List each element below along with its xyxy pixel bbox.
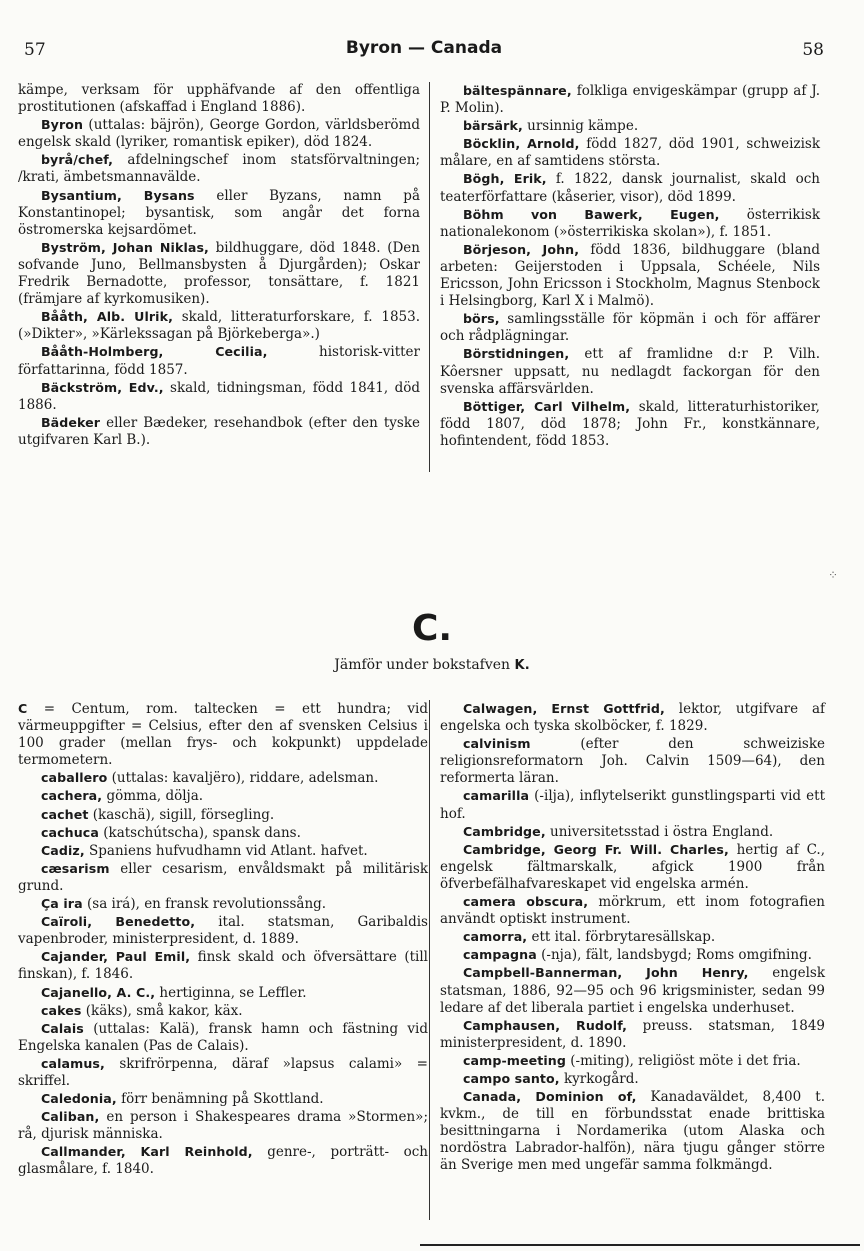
- entry-headword: Böhm von Bawerk, Eugen,: [462, 206, 720, 222]
- entry-headword: camorra,: [462, 929, 528, 945]
- entry-headword: Byron: [40, 117, 84, 133]
- dictionary-entry: [440, 1088, 825, 1174]
- entry-headword: Bäckström, Edv.,: [40, 379, 164, 395]
- dictionary-entry: [440, 170, 820, 205]
- entry-headword: Cajanello, A. C.,: [40, 984, 156, 1000]
- column-bottom-right: [440, 700, 825, 1175]
- entry-text: samlingsställe för köpmän i och för affärer och rådplägningar.: [440, 311, 820, 345]
- dictionary-entry: [18, 116, 420, 151]
- entry-text: lektor, utgifvare af engelska och tyska skolböcker, f. 1829.: [440, 701, 825, 735]
- dictionary-entry: [18, 414, 420, 449]
- page-header: [24, 36, 824, 66]
- dictionary-entry: [18, 824, 428, 842]
- dictionary-entry: [440, 117, 820, 135]
- entry-text: Spaniens hufvudhamn vid Atlant. hafvet.: [84, 842, 368, 859]
- entry-headword: Cambridge,: [462, 823, 546, 839]
- entry-text: finsk skald och öfversättare (till finskan), f. 1846.: [18, 949, 428, 983]
- dictionary-entry: [440, 928, 825, 946]
- entry-text: ital. statsman, Garibaldis vapenbroder, ministerpresident, d. 1889.: [18, 914, 428, 948]
- entry-headword: bältespännare,: [462, 83, 572, 98]
- entry-text: folkliga envigeskämpar (grupp af J. P. Molin).: [440, 83, 820, 117]
- section-note-text: Jämför under bokstafven: [334, 657, 511, 673]
- entry-headword: Cadiz,: [40, 842, 85, 858]
- entry-headword: cakes: [40, 1002, 82, 1018]
- entry-text: (käks), små kakor, käx.: [81, 1002, 243, 1019]
- entry-text: (uttalas: Kalä), fransk hamn och fästning vid Engelska kanalen (Pas de Calais).: [18, 1020, 428, 1054]
- dictionary-entry: [18, 842, 428, 860]
- entry-text: ursinnig kämpe.: [522, 118, 639, 135]
- entry-headword: Camphausen, Rudolf,: [462, 1017, 627, 1033]
- entry-text: (-miting), religiöst möte i det fria.: [566, 1052, 801, 1069]
- entry-headword: Calais: [40, 1020, 84, 1036]
- dictionary-entry: [440, 1017, 825, 1052]
- entry-text: f. 1822, dansk journalist, skald och teaterförfattare (kåserier, visor), död 1899.: [440, 171, 820, 205]
- entry-headword: Börstidningen,: [462, 346, 570, 362]
- entry-headword: caballero: [40, 770, 108, 786]
- dictionary-entry: [18, 769, 428, 787]
- entry-headword: Callmander, Karl Reinhold,: [40, 1144, 253, 1160]
- running-title: Byron — Canada: [345, 38, 503, 58]
- entry-headword: Calwagen, Ernst Gottfrid,: [462, 701, 665, 716]
- section-letter: C.: [411, 608, 453, 649]
- dictionary-entry: [440, 310, 820, 345]
- entry-text: hertiginna, se Leffler.: [155, 984, 307, 1001]
- print-speck: ⁘: [828, 568, 839, 582]
- entry-headword: Campbell-Bannerman, John Henry,: [462, 965, 749, 981]
- entry-headword: börs,: [462, 311, 500, 327]
- entry-text: Kanadaväldet, 8,400 t. kvkm., de till en förbundsstat enade brittiska besittningarna i Nordamerika (utom Alaska och nordöstra Labrador-halfön), nära tjugu gånger större än Sverige men med ungefär samma folkmängd.: [440, 1089, 825, 1174]
- column-top-right: [440, 82, 820, 450]
- entry-headword: Ça ira: [40, 896, 83, 912]
- dictionary-entry: [440, 398, 820, 450]
- dictionary-entry: [440, 841, 825, 893]
- dictionary-entry: [18, 187, 420, 239]
- entry-text: (katschútscha), spansk dans.: [98, 824, 301, 841]
- entry-text: (efter den schweiziske religionsreformatorn Joh. Calvin 1509—64), den reformerta läran.: [440, 736, 825, 787]
- dictionary-entry: [440, 964, 825, 1016]
- dictionary-entry: [18, 1143, 428, 1178]
- column-bottom-left: [18, 700, 428, 1179]
- dictionary-entry: [440, 135, 820, 170]
- dictionary-entry: [440, 241, 820, 310]
- dictionary-entry: [18, 913, 428, 948]
- dictionary-entry: [18, 1108, 428, 1143]
- entry-headword: Bögh, Erik,: [462, 171, 547, 187]
- entry-text: afdelningschef inom statsförvaltningen; /krati, ämbetsmannavälde.: [18, 152, 420, 186]
- dictionary-entry: [440, 1070, 825, 1088]
- dictionary-entry: [440, 787, 825, 822]
- entry-text: historisk-vitter författarinna, född 1857.: [18, 344, 420, 378]
- entry-text: bildhuggare, död 1848. (Den sofvande Juno, Bellmansbysten å Djurgården); Oskar Fredrik Bernadotte, professor, tonsättare, f. 1821 (främjare af kyrkomusiken).: [18, 239, 420, 308]
- dictionary-entry: [18, 1020, 428, 1055]
- dictionary-entry: [440, 206, 820, 241]
- entry-headword: bärsärk,: [462, 118, 523, 134]
- dictionary-entry: [18, 895, 428, 913]
- entry-headword: calvinism: [462, 736, 531, 752]
- entry-headword: Bädeker: [40, 414, 101, 430]
- dictionary-entry: [18, 343, 420, 378]
- dictionary-entry: [18, 308, 420, 343]
- entry-text: preuss. statsman, 1849 ministerpresident, d. 1890.: [440, 1017, 825, 1051]
- entry-headword: Caliban,: [40, 1109, 100, 1125]
- dictionary-entry: [18, 379, 420, 414]
- column-divider-bottom: [429, 700, 430, 1220]
- entry-headword: Bysantium, Bysans: [40, 187, 195, 203]
- dictionary-entry: [18, 948, 428, 983]
- dictionary-entry: [440, 823, 825, 841]
- entry-text: universitetsstad i östra England.: [545, 823, 774, 840]
- dictionary-entry: [18, 984, 428, 1002]
- entry-headword: cachera,: [40, 788, 103, 804]
- entry-text: (-ilja), inflytelserikt gunstlingsparti vid ett hof.: [440, 788, 825, 822]
- dictionary-entry: [18, 151, 420, 186]
- entry-headword: cæsarism: [40, 860, 110, 876]
- dictionary-entry: [440, 700, 825, 735]
- entry-headword: camera obscura,: [462, 894, 589, 910]
- entry-headword: Bååth, Alb. Ulrik,: [40, 309, 173, 325]
- entry-text: kämpe, verksam för upphäfvande af den offentliga prostitutionen (afskaffad i England 1886).: [18, 82, 420, 116]
- section-note: [0, 657, 864, 673]
- entry-text: skrifrörpenna, däraf »lapsus calami» = skriffel.: [18, 1055, 428, 1089]
- entry-text: ett ital. förbrytaresällskap.: [527, 929, 716, 946]
- entry-text: = Centum, rom. taltecken = ett hundra; vid värmeuppgifter = Celsius, efter den af svensken Celsius i 100 grader (mellan frys- och kokpunkt) uppdelade termometern.: [18, 701, 428, 769]
- entry-headword: Böcklin, Arnold,: [462, 136, 580, 152]
- dictionary-entry: [18, 787, 428, 805]
- entry-text: österrikisk nationalekonom (»österrikiska skolan»), f. 1851.: [440, 206, 821, 240]
- dictionary-entry: [18, 1090, 428, 1108]
- entry-text: ett af framlidne d:r P. Vilh. Kôersner uppsatt, nu nedlagdt fackorgan för den svenska affärsvärlden.: [440, 346, 820, 397]
- entry-headword: Caïroli, Benedetto,: [40, 914, 196, 930]
- entry-text: eller Byzans, namn på Konstantinopel; bysantisk, som angår det forna östromerska kejsardömet.: [18, 187, 420, 238]
- entry-headword: Bååth-Holmberg, Cecilia,: [40, 344, 268, 360]
- dictionary-entry: [18, 82, 420, 116]
- dictionary-entry: [440, 82, 820, 117]
- entry-headword: Canada, Dominion of,: [462, 1089, 637, 1105]
- entry-headword: Byström, Johan Niklas,: [40, 239, 209, 255]
- dictionary-entry: [440, 946, 825, 964]
- entry-headword: cachuca: [40, 824, 99, 840]
- entry-headword: Cambridge, Georg Fr. Will. Charles,: [462, 841, 729, 857]
- dictionary-entry: [18, 806, 428, 824]
- left-page-number: 57: [24, 40, 46, 60]
- entry-headword: C: [18, 701, 28, 716]
- entry-text: (uttalas: bäjrön), George Gordon, världsberömd engelsk skald (lyriker, romantisk epiker), död 1824.: [18, 117, 420, 151]
- entry-text: mörkrum, ett inom fotografien användt optiskt instrument.: [440, 894, 826, 928]
- entry-headword: camarilla: [462, 788, 530, 804]
- entry-headword: Cajander, Paul Emil,: [40, 949, 191, 965]
- entry-headword: byrå/chef,: [40, 152, 114, 168]
- entry-text: (-nja), fält, landsbygd; Roms omgifning.: [536, 947, 812, 964]
- column-divider-top: [429, 82, 430, 472]
- bottom-rule: [420, 1244, 860, 1246]
- dictionary-entry: [18, 700, 428, 769]
- entry-text: gömma, dölja.: [102, 788, 204, 805]
- dictionary-entry: [18, 1055, 428, 1090]
- section-note-headword: K.: [514, 658, 530, 673]
- entry-text: skald, tidningsman, född 1841, död 1886.: [18, 379, 420, 413]
- entry-text: skald, litteraturforskare, f. 1853. (»Dikter», »Kärlekssagan på Björkeberga».): [18, 309, 421, 343]
- dictionary-entry: [440, 1052, 825, 1070]
- entry-headword: Börjeson, John,: [462, 241, 580, 257]
- dictionary-entry: [440, 893, 825, 928]
- entry-headword: Caledonia,: [40, 1091, 117, 1107]
- entry-headword: camp-meeting: [462, 1052, 566, 1068]
- entry-headword: cachet: [40, 806, 89, 822]
- entry-text: eller cesarism, envåldsmakt på militärisk grund.: [18, 860, 428, 894]
- right-page-number: 58: [802, 40, 824, 60]
- entry-text: (uttalas: kavaljëro), riddare, adelsman.: [107, 770, 379, 787]
- dictionary-entry: [18, 239, 420, 308]
- entry-text: (sa irá), en fransk revolutionssång.: [82, 896, 327, 913]
- entry-text: född 1836, bildhuggare (bland arbeten: Geijerstoden i Uppsala, Schéele, Nils Ericsson, John Ericsson i Stockholm, Magnus Stenbock i Helsingborg, Karl X i Malmö).: [440, 241, 820, 310]
- entry-text: engelsk statsman, 1886, 92—95 och 96 krigsminister, sedan 99 ledare af det liberala partiet i engelska underhuset.: [440, 965, 825, 1016]
- entry-headword: campagna: [462, 947, 537, 963]
- entry-text: (kaschä), sigill, försegling.: [88, 806, 275, 823]
- entry-text: genre-, porträtt- och glasmålare, f. 1840.: [18, 1144, 428, 1178]
- entry-headword: Böttiger, Carl Vilhelm,: [462, 398, 631, 414]
- dictionary-entry: [18, 860, 428, 895]
- entry-headword: calamus,: [40, 1055, 105, 1071]
- entry-headword: campo santo,: [462, 1070, 560, 1086]
- entry-text: skald, litteraturhistoriker, född 1807, död 1878; John Fr., konstkännare, hofintendent, född 1853.: [440, 398, 820, 449]
- entry-text: hertig af C., engelsk fältmarskalk, afgick 1900 från öfverbefälhafvareskapet vid engelska armén.: [440, 841, 825, 892]
- entry-text: eller Bædeker, resehandbok (efter den tyske utgifvaren Karl B.).: [18, 414, 420, 448]
- entry-text: en person i Shakespeares drama »Stormen»; rå, djurisk människa.: [18, 1109, 428, 1143]
- column-top-left: [18, 82, 420, 449]
- entry-text: född 1827, död 1901, schweizisk målare, en af samtidens största.: [440, 136, 820, 170]
- entry-text: kyrkogård.: [559, 1070, 639, 1087]
- dictionary-entry: [440, 345, 820, 397]
- dictionary-entry: [18, 1002, 428, 1020]
- entry-text: förr benämning på Skottland.: [116, 1091, 324, 1108]
- dictionary-entry: [440, 735, 825, 787]
